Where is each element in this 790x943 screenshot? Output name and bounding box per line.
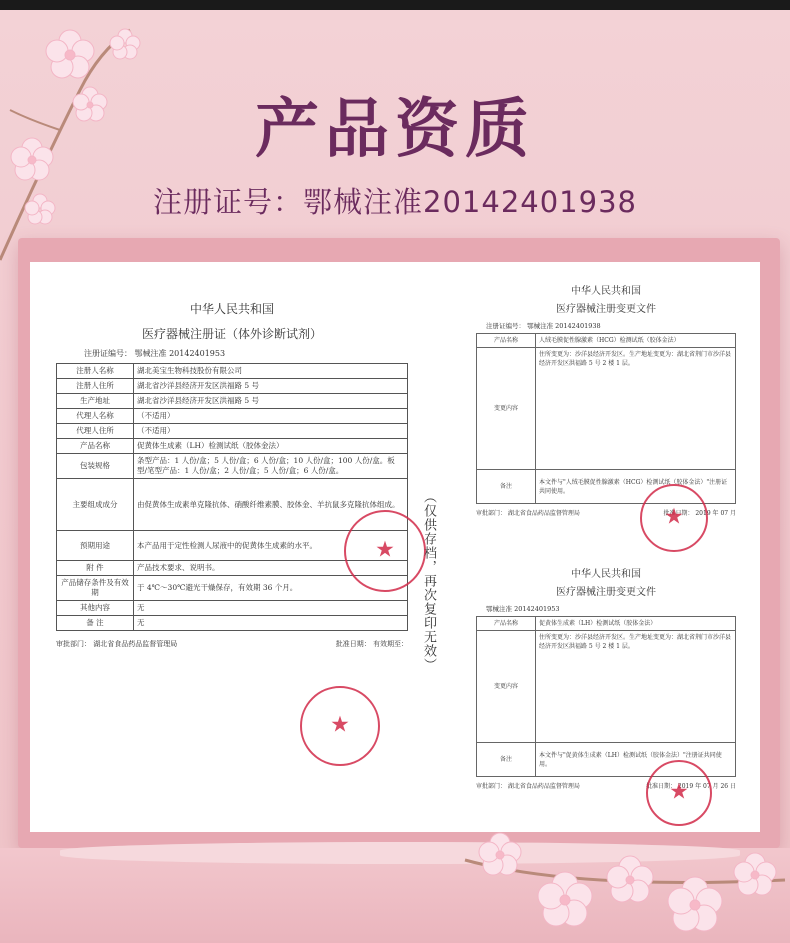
doc1-date: 批准日期： 2019 年 07 月 — [663, 510, 736, 517]
cert-row-value: 湖北省沙洋县经济开发区洪福路 5 号 — [134, 394, 408, 409]
cert-row — [57, 379, 408, 394]
doc2-product: 促黄体生成素（LH）检测试纸（胶体金法） — [536, 617, 736, 631]
doc1-label-remark: 备注 — [477, 470, 536, 504]
cert-row-label: 主要组成成分 — [57, 479, 134, 531]
official-stamp-icon: ★ — [646, 760, 712, 826]
change-document-2 — [476, 565, 736, 790]
cert-row-value: 本产品用于定性检测人尿液中的促黄体生成素的水平。 — [134, 531, 408, 561]
doc1-header-country: 中华人民共和国 — [571, 286, 641, 297]
official-stamp-icon: ★ — [300, 686, 380, 766]
cert-reg-no: 注册证编号： 鄂械注准 20142401953 — [84, 349, 226, 358]
registration-number: 注册证号：鄂械注准20142401938 — [153, 185, 637, 219]
page-title: 产品资质 — [255, 93, 535, 167]
cert-dates: 批准日期： 有效期至： — [335, 640, 408, 648]
cert-row-value: 湖北美宝生物科技股份有限公司 — [134, 364, 408, 379]
doc2-remark: 本文件与"促黄体生成素（LH）检测试纸（胶体金法）"注册证共同使用。 — [536, 743, 736, 777]
cherry-blossom-branch-icon — [0, 10, 160, 270]
cert-row-value: 产品技术要求、说明书。 — [134, 561, 408, 576]
doc2-table — [476, 616, 736, 777]
doc1-change: 住所变更为：沙洋县经济开发区。生产地址变更为：湖北省荆门市沙洋县经济开发区洪福路 5 号 2 楼 1 层。 — [536, 348, 736, 470]
cert-row — [57, 616, 408, 631]
official-stamp-icon: ★ — [640, 484, 708, 552]
cert-row — [57, 364, 408, 379]
cert-row-value: 无 — [134, 616, 408, 631]
cert-row-label: 其他内容 — [57, 601, 134, 616]
doc2-change: 住所变更为：沙洋县经济开发区。生产地址变更为：湖北省荆门市沙洋县经济开发区洪福路 5 号 2 楼 1 层。 — [536, 631, 736, 743]
cert-row — [57, 439, 408, 454]
cert-row-label: 附 件 — [57, 561, 134, 576]
doc1-label-product: 产品名称 — [477, 334, 536, 348]
cert-row-label: 预期用途 — [57, 531, 134, 561]
doc1-authority: 审批部门： 湖北省食品药品监督管理局 — [476, 510, 580, 517]
doc2-header-country: 中华人民共和国 — [571, 569, 641, 580]
cert-row-value: 无 — [134, 601, 408, 616]
cert-row-value: 促黄体生成素（LH）检测试纸（胶体金法） — [134, 439, 408, 454]
cert-header-title: 医疗器械注册证（体外诊断试剂） — [141, 327, 322, 341]
cert-row-value: 于 4℃～30℃避光干燥保存，有效期 36 个月。 — [134, 576, 408, 601]
doc2-header-title: 医疗器械注册变更文件 — [556, 587, 656, 598]
doc1-product: 人绒毛膜促性腺激素（HCG）检测试纸（胶体金法） — [536, 334, 736, 348]
cert-row-label: 备 注 — [57, 616, 134, 631]
cert-row — [57, 409, 408, 424]
cert-authority: 审批部门： 湖北省食品药品监督管理局 — [56, 640, 178, 648]
cert-row-value: 由促黄体生成素单克隆抗体、硝酸纤维素膜、胶体金、羊抗鼠多克隆抗体组成。 — [134, 479, 408, 531]
cert-row-label: 产品名称 — [57, 439, 134, 454]
cert-row-value: （不适用） — [134, 409, 408, 424]
cert-row-label: 注册人名称 — [57, 364, 134, 379]
cert-row-label: 代理人名称 — [57, 409, 134, 424]
change-document-1 — [476, 282, 736, 517]
cherry-blossom-cluster-icon — [455, 820, 790, 943]
doc2-label-remark: 备注 — [477, 743, 536, 777]
doc2-date: 批准日期： 2019 年 07 月 26 日 — [646, 783, 736, 790]
cert-row-value: 湖北省沙洋县经济开发区洪福路 5 号 — [134, 379, 408, 394]
doc1-remark: 本文件与"人绒毛膜促性腺激素（HCG）检测试纸（胶体金法）"注册证共同使用。 — [536, 470, 736, 504]
top-bar — [0, 0, 790, 10]
archive-note: （仅供存档，再次复印无效） — [421, 490, 436, 672]
cert-row-value: 条型产品：1 人份/盒；5 人份/盒；6 人份/盒；10 人份/盒；100 人份/盒。板型/笔型产品：1 人份/盒；2 人份/盒；5 人份/盒；6 人份/盒。 — [134, 454, 408, 479]
cert-row — [57, 454, 408, 479]
doc1-reg-no: 注册证编号： 鄂械注准 20142401938 — [486, 322, 601, 330]
cert-header-country: 中华人民共和国 — [189, 302, 274, 316]
cert-row — [57, 394, 408, 409]
cert-row — [57, 601, 408, 616]
doc1-label-change: 变更内容 — [477, 348, 536, 470]
cert-row-label: 生产地址 — [57, 394, 134, 409]
cert-row-label: 注册人住所 — [57, 379, 134, 394]
cert-table — [56, 363, 408, 631]
doc2-label-product: 产品名称 — [477, 617, 536, 631]
doc2-authority: 审批部门： 湖北省食品药品监督管理局 — [476, 783, 580, 790]
registration-certificate — [56, 300, 408, 649]
cert-row-value: （不适用） — [134, 424, 408, 439]
official-stamp-icon: ★ — [344, 510, 426, 592]
cert-row — [57, 424, 408, 439]
cert-footer — [56, 639, 408, 649]
doc1-header-title: 医疗器械注册变更文件 — [556, 304, 656, 315]
cert-row-label: 包装规格 — [57, 454, 134, 479]
doc2-label-change: 变更内容 — [477, 631, 536, 743]
cert-row-label: 产品储存条件及有效期 — [57, 576, 134, 601]
doc2-reg-no: 鄂械注准 20142401953 — [486, 605, 560, 613]
doc1-table — [476, 333, 736, 504]
cert-row-label: 代理人住所 — [57, 424, 134, 439]
